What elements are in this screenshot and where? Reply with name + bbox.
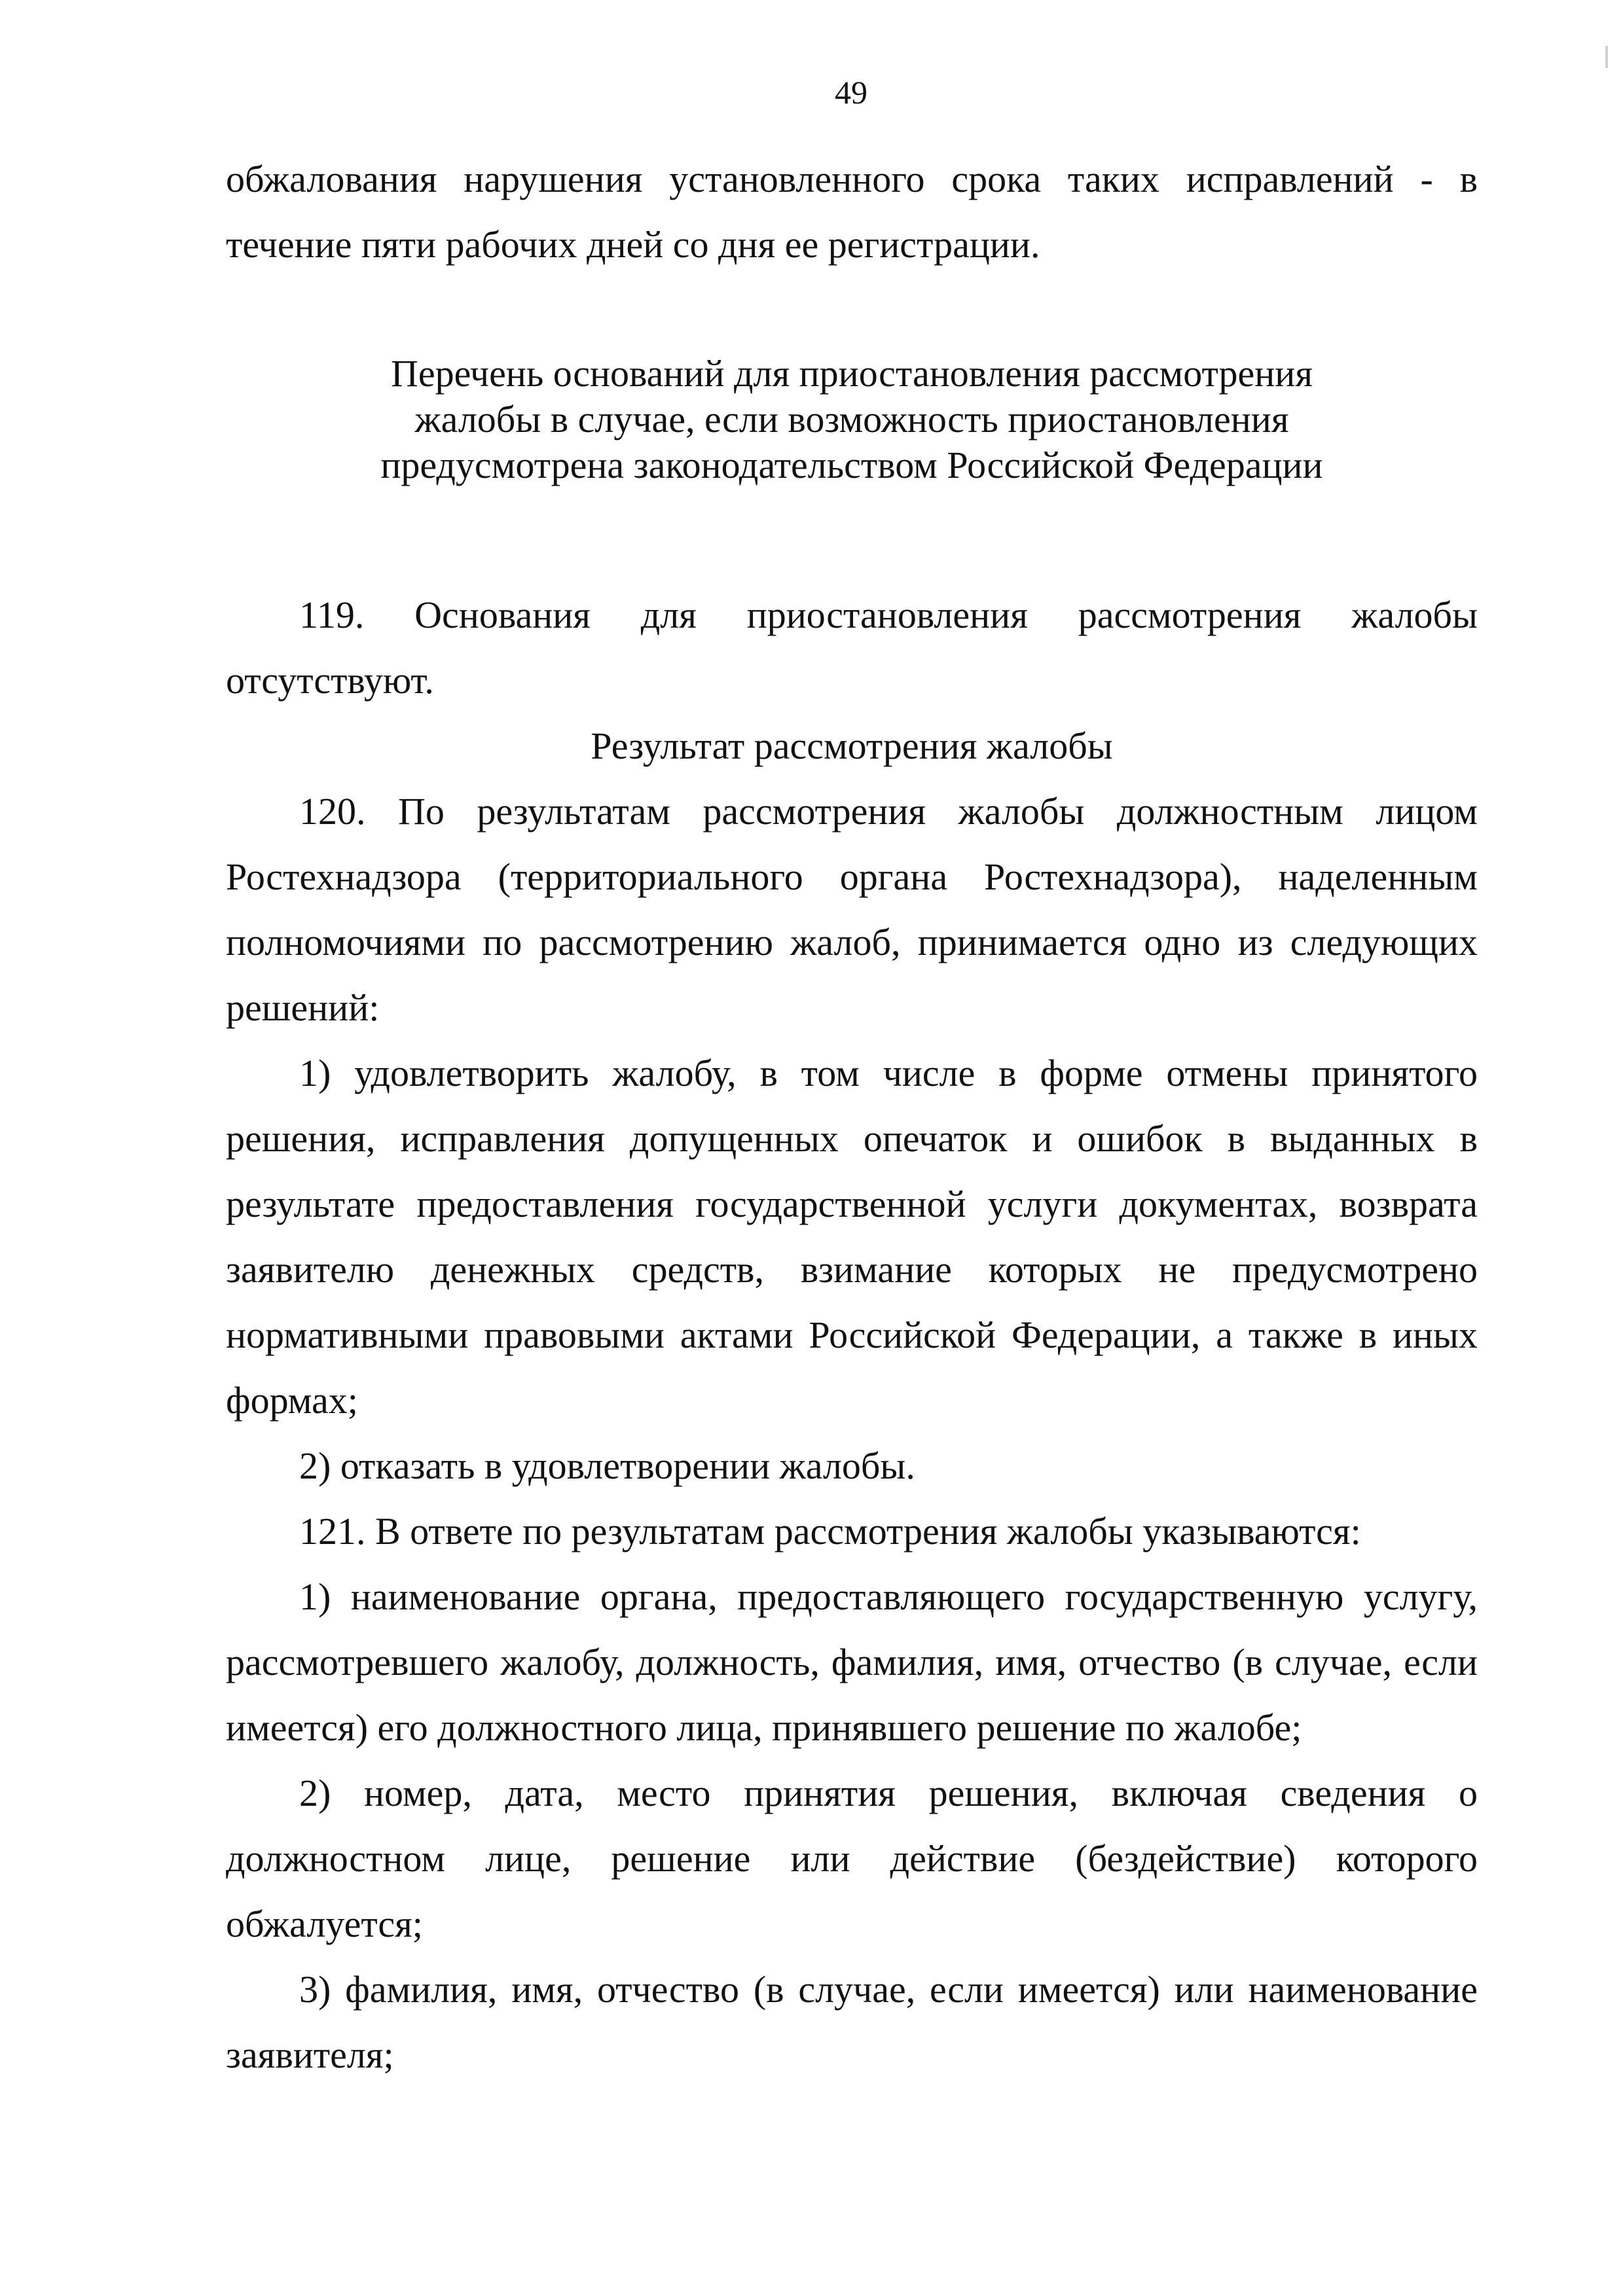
page-number: 49 [835, 74, 867, 111]
paragraph-121-item-1: 1) наименование органа, предоставляющего государственную услугу, рассмотревшего жалобу, должность, фамилия, имя, отчество (в случае, если имеется) его должностного лица, принявшего решение по жалобе; [226, 1575, 1478, 1749]
scan-edge-mark [1605, 46, 1608, 68]
section-heading-suspension [226, 351, 1478, 488]
paragraph-120-item-2: 2) отказать в удовлетворении жалобы. [299, 1444, 915, 1487]
heading-line: Перечень оснований для приостановления рассмотрения [390, 352, 1313, 395]
paragraph-119: 119. Основания для приостановления рассмотрения жалобы отсутствуют. [226, 594, 1478, 702]
paragraph-121-item-2: 2) номер, дата, место принятия решения, включая сведения о должностном лице, решение или действие (бездействие) которого обжалуется; [226, 1772, 1478, 1945]
body-block [226, 583, 1478, 2088]
paragraph-121: 121. В ответе по результатам рассмотрения жалобы указываются: [299, 1510, 1361, 1552]
continuation-block [226, 147, 1478, 278]
heading-line: предусмотрена законодательством Российской Федерации [380, 444, 1323, 486]
paragraph-121-item-3: 3) фамилия, имя, отчество (в случае, если имеется) или наименование заявителя; [226, 1968, 1478, 2076]
heading-line: жалобы в случае, если возможность приостановления [414, 398, 1289, 440]
paragraph-120-item-1: 1) удовлетворить жалобу, в том числе в форме отмены принятого решения, исправления допущенных опечаток и ошибок в выданных в результате предоставления государственной услуги документах, возврата заявителю денежных средств, взимание которых не предусмотрено нормативными правовыми актами Российской Федерации, а также в иных формах; [226, 1052, 1478, 1422]
section-heading-result: Результат рассмотрения жалобы [591, 725, 1113, 767]
paragraph-120: 120. По результатам рассмотрения жалобы должностным лицом Ростехнадзора (территориального органа Ростехнадзора), наделенным полномочиями по рассмотрению жалоб, принимается одно из следующих решений: [226, 790, 1478, 1029]
continuation-paragraph: обжалования нарушения установленного срока таких исправлений - в течение пяти рабочих дней со дня ее регистрации. [226, 158, 1478, 266]
